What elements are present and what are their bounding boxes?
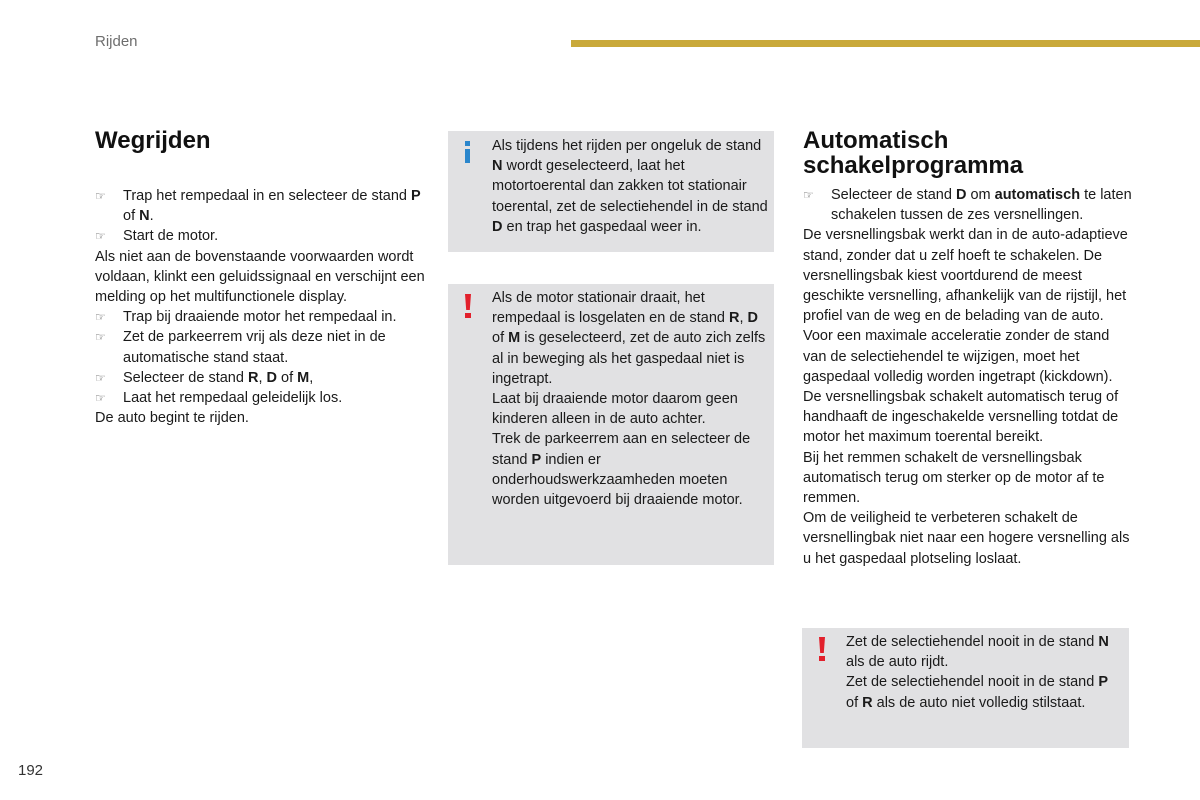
warning-box [448, 284, 774, 565]
warning-text: Laat bij draaiende motor daarom geen kinderen alleen in de auto achter. [492, 391, 738, 428]
pointing-hand-icon: ☞ [803, 188, 814, 202]
right-column [803, 128, 1133, 569]
section-title-wegrijden: Wegrijden [95, 127, 211, 154]
pointing-hand-icon: ☞ [95, 330, 106, 345]
paragraph: De versnellingsbak schakelt automatisch terug of handhaaft de ingeschakelde versnelling totdat de motor het maximum toerental bereikt. [803, 389, 1119, 446]
list-item: ☞ Trap bij draaiende motor het rempedaal in. [95, 307, 425, 327]
paragraph: Om de veiligheid te verbeteren schakelt de versnellingbak niet naar een hogere versnelling als u het gaspedaal plotseling loslaat. [803, 510, 1130, 567]
pointing-hand-icon: ☞ [95, 229, 106, 244]
paragraph: Voor een maximale acceleratie zonder de stand van de selectiehendel te wijzigen, moet het gaspedaal volledig worden ingetrapt (kickdown). [803, 328, 1113, 385]
list-item: ☞ Trap het rempedaal in en selecteer de stand P of N. [95, 188, 421, 225]
pointing-hand-icon: ☞ [95, 391, 106, 406]
accent-bar [571, 40, 1200, 47]
paragraph: Bij het remmen schakelt de versnellingsbak automatisch terug om sterker op de motor af te remmen. [803, 449, 1105, 507]
info-text: Als tijdens het rijden per ongeluk de stand N wordt geselecteerd, laat het motortoerental dan zakken tot stationair toerental, zet de selectiehendel in de stand D en trap het gaspedaal weer in. [492, 138, 768, 235]
pointing-hand-icon: ☞ [95, 189, 106, 203]
list-item: ☞ Laat het rempedaal geleidelijk los. [95, 388, 425, 408]
paragraph: Als niet aan de bovenstaande voorwaarden wordt voldaan, klinkt een geluidssignaal en verschijnt een melding op het multifunctionele display. [95, 248, 425, 306]
left-column [95, 128, 425, 428]
page-number: 192 [18, 762, 44, 779]
warning-text: Zet de selectiehendel nooit in de stand N als de auto rijdt. [846, 634, 1109, 671]
warning-icon [465, 294, 471, 318]
section-title-schakelprogramma: Automatisch schakelprogramma [803, 127, 1024, 179]
paragraph: De auto begint te rijden. [95, 410, 249, 427]
info-box [448, 131, 774, 252]
warning-text: Als de motor stationair draait, het rempedaal is losgelaten en de stand R, D of M is geselecteerd, zet de auto zich zelfs al in beweging als het gaspedaal niet is ingetrapt. [492, 290, 766, 387]
list-item: ☞ Selecteer de stand D om automatisch te laten schakelen tussen de zes versnellingen. [803, 187, 1132, 224]
warning-text: Trek de parkeerrem aan en selecteer de stand P indien er onderhoudswerkzaamheden moeten worden uitgevoerd bij draaiende motor. [492, 431, 751, 509]
paragraph: De versnellingsbak werkt dan in de auto-adaptieve stand, zonder dat u zelf hoeft te schakelen. De versnellingsbak kiest voortdurend de meest geschikte versnelling, afhankelijk van de rijstijl, het profiel van de weg en de belading van de auto. [803, 227, 1128, 325]
list-item: ☞ Zet de parkeerrem vrij als deze niet in de automatische stand staat. [95, 329, 386, 366]
section-label: Rijden [95, 33, 138, 50]
list-item: ☞ Start de motor. [95, 226, 425, 246]
warning-text: Zet de selectiehendel nooit in de stand P of R als de auto niet volledig stilstaat. [846, 674, 1108, 711]
pointing-hand-icon: ☞ [95, 310, 106, 325]
warning-box [802, 628, 1129, 748]
info-icon [465, 141, 470, 163]
pointing-hand-icon: ☞ [95, 370, 106, 385]
list-item: ☞ Selecteer de stand R, D of M, [95, 368, 425, 388]
warning-icon [819, 637, 825, 661]
